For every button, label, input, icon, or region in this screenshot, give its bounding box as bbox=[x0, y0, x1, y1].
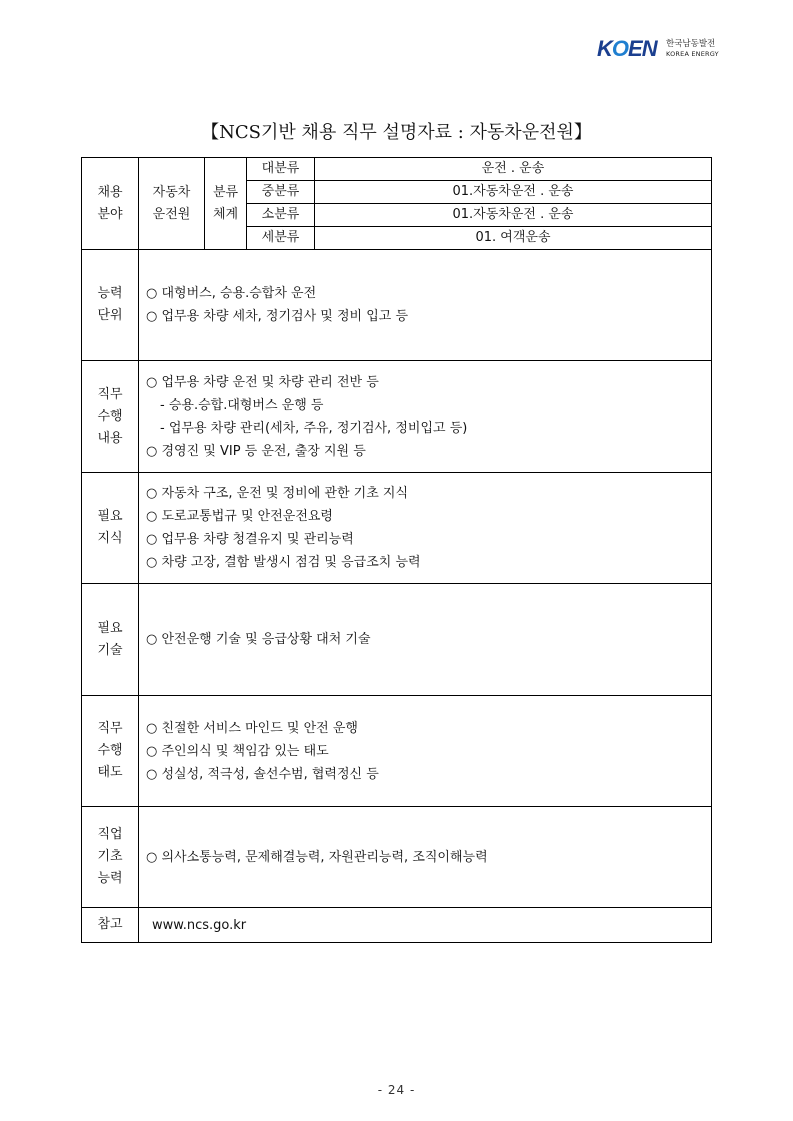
content-line: ○ 업무용 차량 세차, 정기검사 및 정비 입고 등 bbox=[146, 309, 409, 324]
logo-korean: 한국남동발전 bbox=[666, 39, 716, 49]
classification-level: 소분류 bbox=[247, 204, 315, 227]
classification-value: 01. 여객운송 bbox=[315, 227, 712, 250]
section-content bbox=[139, 584, 712, 696]
field-label: 채용 분야 bbox=[82, 158, 139, 250]
section-label: 직무 수행 태도 bbox=[82, 696, 139, 807]
logo-mark: KOEN bbox=[597, 36, 657, 61]
section-label: 필요 지식 bbox=[82, 473, 139, 584]
page-number: - 24 - bbox=[377, 1083, 416, 1097]
section-required-skills bbox=[82, 584, 712, 696]
reference-label: 참고 bbox=[82, 908, 139, 943]
system-label: 분류 체계 bbox=[205, 158, 247, 250]
content-line: ○ 의사소통능력, 문제해결능력, 자원관리능력, 조직이해능력 bbox=[146, 849, 488, 865]
section-ability-unit bbox=[82, 250, 712, 361]
content-line: ○ 업무용 차량 운전 및 차량 관리 전반 등 bbox=[146, 374, 379, 390]
section-content bbox=[139, 473, 712, 584]
job-name: 자동차 운전원 bbox=[139, 158, 205, 250]
section-required-knowledge bbox=[82, 473, 712, 584]
classification-level: 대분류 bbox=[247, 158, 315, 181]
section-content bbox=[139, 361, 712, 473]
content-subline: - 업무용 차량 관리(세차, 주유, 정기검사, 정비입고 등) bbox=[160, 420, 468, 436]
content-line: ○ 도로교통법규 및 안전운전요령 bbox=[146, 509, 333, 524]
content-line: ○ 성실성, 적극성, 솔선수범, 협력정신 등 bbox=[146, 766, 379, 782]
content-line: ○ 주인의식 및 책임감 있는 태도 bbox=[146, 743, 329, 759]
content-line: ○ 차량 고장, 결함 발생시 점검 및 응급조치 능력 bbox=[146, 555, 421, 570]
content-line: ○ 경영진 및 VIP 등 운전, 출장 지원 등 bbox=[146, 443, 366, 459]
section-content bbox=[139, 807, 712, 908]
content-line: ○ 업무용 차량 청결유지 및 관리능력 bbox=[146, 532, 354, 547]
classification-value: 01.자동차운전 . 운송 bbox=[315, 204, 712, 227]
reference-row bbox=[82, 908, 712, 943]
job-description-table bbox=[81, 157, 712, 943]
company-logo bbox=[597, 36, 722, 62]
content-line: ○ 안전운행 기술 및 응급상황 대처 기술 bbox=[146, 632, 371, 647]
classification-level: 세분류 bbox=[247, 227, 315, 250]
classification-level: 중분류 bbox=[247, 181, 315, 204]
section-basic-competency bbox=[82, 807, 712, 908]
content-subline: - 승용.승합.대형버스 운행 등 bbox=[160, 397, 324, 413]
section-content bbox=[139, 696, 712, 807]
section-label: 직무 수행 내용 bbox=[82, 361, 139, 473]
content-line: ○ 친절한 서비스 마인드 및 안전 운행 bbox=[146, 720, 358, 736]
classification-row bbox=[82, 158, 712, 181]
logo-english: KOREA ENERGY bbox=[666, 50, 719, 58]
classification-value: 운전 . 운송 bbox=[315, 158, 712, 181]
classification-value: 01.자동차운전 . 운송 bbox=[315, 181, 712, 204]
section-job-attitude bbox=[82, 696, 712, 807]
section-label: 능력 단위 bbox=[82, 250, 139, 361]
section-label: 직업 기초 능력 bbox=[82, 807, 139, 908]
section-label: 필요 기술 bbox=[82, 584, 139, 696]
content-line: ○ 자동차 구조, 운전 및 정비에 관한 기초 지식 bbox=[146, 486, 409, 501]
section-content bbox=[139, 250, 712, 361]
section-job-content bbox=[82, 361, 712, 473]
content-line: ○ 대형버스, 승용.승합차 운전 bbox=[146, 286, 317, 301]
reference-url: www.ncs.go.kr bbox=[139, 908, 712, 943]
document-title: 【NCS기반 채용 직무 설명자료 : 자동차운전원】 bbox=[201, 122, 592, 143]
